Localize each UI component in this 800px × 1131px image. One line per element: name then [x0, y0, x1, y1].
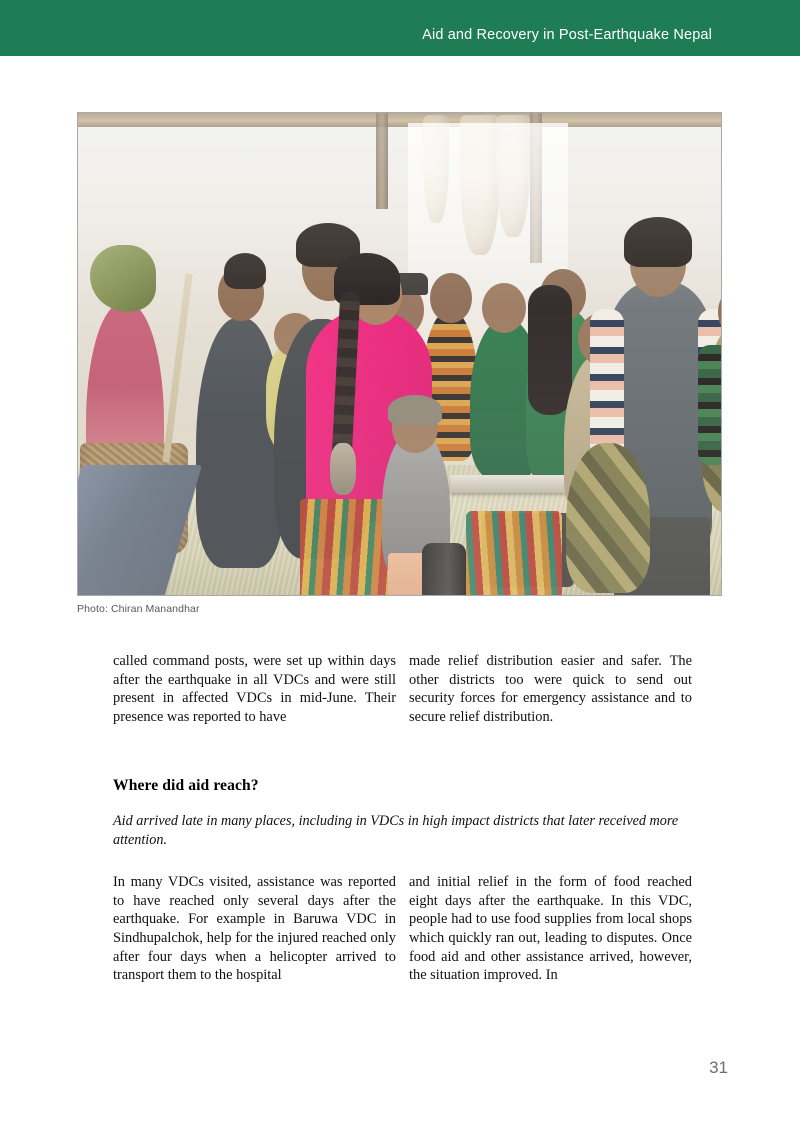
paragraph-bottom-left: In many VDCs visited, assistance was reported to have reached only several days after the earthquake. For example in Baruwa VDC in Sindhupalchok, help for the injured reached only after four days when a helicopter arrived to transport them to the hospital [113, 874, 396, 984]
photograph [77, 112, 722, 596]
paragraph-top-right: made relief distribution easier and safer. The other districts too were quick to send out security forces for emergency assistance and to secure relief distribution. [409, 653, 692, 725]
article-body [113, 652, 692, 985]
page-number: 31 [709, 1058, 728, 1077]
paragraph-top-left: called command posts, were set up within days after the earthquake in all VDCs and were still present in affected VDCs in mid-June. Their presence was reported to have [113, 653, 396, 725]
top-paragraph-left-column [113, 652, 396, 726]
section-heading: Where did aid reach? [113, 777, 259, 795]
top-paragraph-columns [113, 652, 692, 726]
section-heading-wrap [113, 777, 692, 849]
photo-canvas [78, 113, 721, 595]
figure-block [77, 112, 722, 615]
running-header-title: Aid and Recovery in Post-Earthquake Nepal [422, 27, 712, 43]
page-header-band [0, 0, 800, 56]
section-standfirst: Aid arrived late in many places, including in VDCs in high impact districts that later received more attention. [113, 813, 679, 848]
bottom-paragraph-left-column [113, 873, 396, 985]
photo-haze-overlay [78, 113, 721, 595]
photo-credit-caption: Photo: Chiran Manandhar [77, 603, 200, 615]
bottom-paragraph-columns [113, 873, 692, 985]
top-paragraph-right-column [409, 652, 692, 726]
bottom-paragraph-right-column [409, 873, 692, 985]
paragraph-bottom-right: and initial relief in the form of food reached eight days after the earthquake. In this VDC, people had to use food supplies from local shops which quickly ran out, leading to disputes. Once food aid and other assistance arrived, however, the situation improved. In [409, 874, 692, 984]
